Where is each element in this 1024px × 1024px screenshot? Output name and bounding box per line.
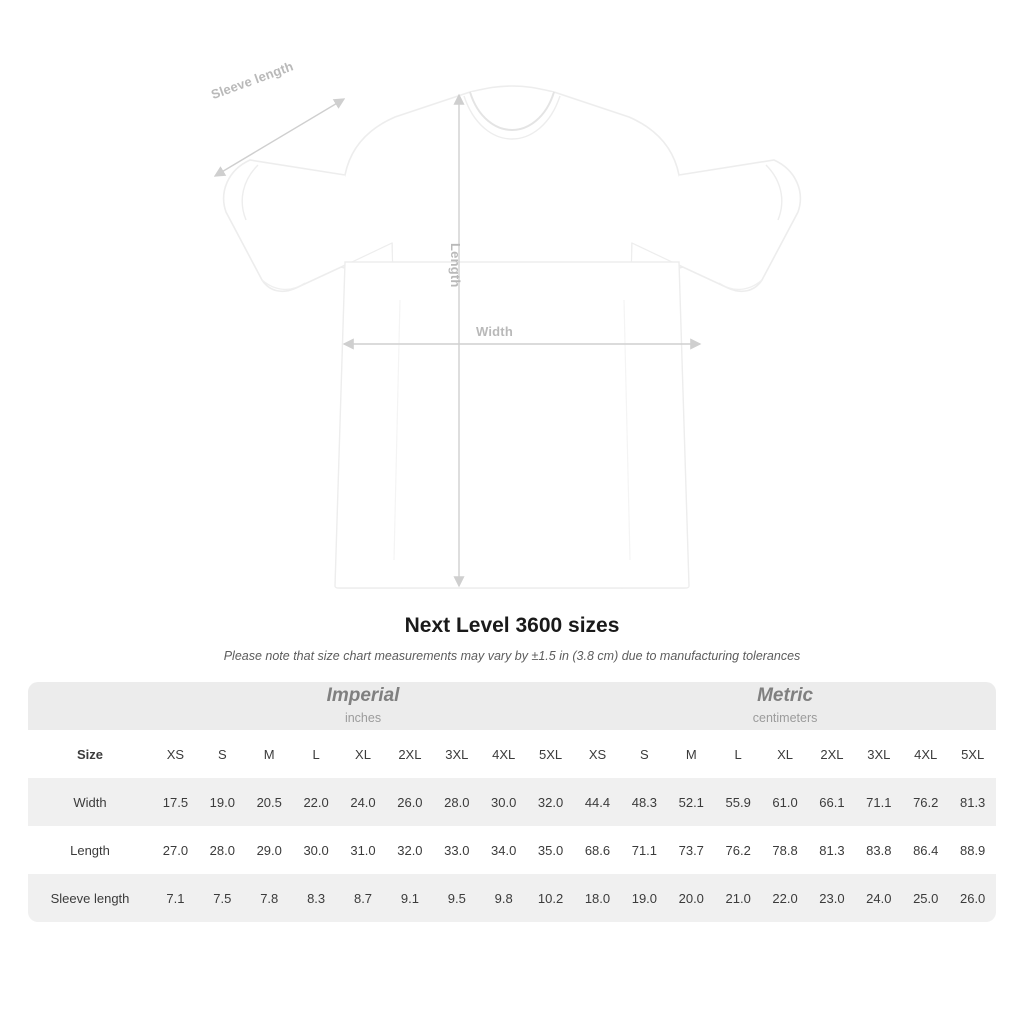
cell-imperial: 10.2 [527, 874, 574, 922]
cell-imperial: 17.5 [152, 778, 199, 826]
size-header-imperial-s: S [199, 730, 246, 778]
cell-metric: 20.0 [668, 874, 715, 922]
size-header-imperial-xl: XL [340, 730, 387, 778]
cell-metric: 68.6 [574, 826, 621, 874]
size-header-imperial-3xl: 3XL [433, 730, 480, 778]
cell-imperial: 7.5 [199, 874, 246, 922]
cell-metric: 18.0 [574, 874, 621, 922]
cell-metric: 76.2 [902, 778, 949, 826]
title-block [0, 614, 1024, 663]
cell-metric: 66.1 [809, 778, 856, 826]
sleeve-length-label: Sleeve length [209, 58, 296, 103]
cell-imperial: 35.0 [527, 826, 574, 874]
table-row [28, 874, 996, 922]
cell-metric: 22.0 [762, 874, 809, 922]
cell-metric: 44.4 [574, 778, 621, 826]
cell-metric: 19.0 [621, 874, 668, 922]
cell-imperial: 26.0 [386, 778, 433, 826]
unit-corner-cell [28, 682, 152, 730]
unit-metric-header [574, 682, 996, 730]
cell-imperial: 34.0 [480, 826, 527, 874]
tolerance-note: Please note that size chart measurements may vary by ±1.5 in (3.8 cm) due to manufacturing tolerances [223, 649, 801, 663]
size-header-metric-4xl: 4XL [902, 730, 949, 778]
size-header-imperial-m: M [246, 730, 293, 778]
size-header-imperial-l: L [293, 730, 340, 778]
cell-metric: 23.0 [809, 874, 856, 922]
cell-metric: 71.1 [621, 826, 668, 874]
size-header-metric-2xl: 2XL [809, 730, 856, 778]
cell-imperial: 28.0 [433, 778, 480, 826]
cell-metric: 52.1 [668, 778, 715, 826]
cell-metric: 78.8 [762, 826, 809, 874]
size-header-metric-3xl: 3XL [855, 730, 902, 778]
cell-imperial: 33.0 [433, 826, 480, 874]
cell-metric: 48.3 [621, 778, 668, 826]
size-header-metric-5xl: 5XL [949, 730, 996, 778]
cell-imperial: 9.8 [480, 874, 527, 922]
cell-metric: 61.0 [762, 778, 809, 826]
size-header-metric-s: S [621, 730, 668, 778]
cell-metric: 86.4 [902, 826, 949, 874]
cell-metric: 25.0 [902, 874, 949, 922]
cell-metric: 24.0 [855, 874, 902, 922]
size-header-metric-xs: XS [574, 730, 621, 778]
cell-imperial: 31.0 [340, 826, 387, 874]
unit-imperial-name: Imperial [326, 685, 400, 707]
size-header-row [28, 730, 996, 778]
unit-metric-sub: centimeters [752, 710, 818, 725]
size-header-imperial-4xl: 4XL [480, 730, 527, 778]
size-table-wrapper [0, 682, 1024, 922]
cell-imperial: 32.0 [527, 778, 574, 826]
size-header-metric-l: L [715, 730, 762, 778]
cell-imperial: 30.0 [293, 826, 340, 874]
row-label: Length [28, 826, 152, 874]
size-header-metric-xl: XL [762, 730, 809, 778]
size-header-imperial-xs: XS [152, 730, 199, 778]
cell-imperial: 30.0 [480, 778, 527, 826]
cell-imperial: 7.8 [246, 874, 293, 922]
table-row [28, 826, 996, 874]
row-label: Sleeve length [28, 874, 152, 922]
table-row [28, 778, 996, 826]
size-table-body [28, 730, 996, 922]
width-label: Width [476, 324, 513, 339]
cell-imperial: 8.7 [340, 874, 387, 922]
unit-metric-name: Metric [757, 685, 814, 707]
cell-metric: 76.2 [715, 826, 762, 874]
cell-metric: 26.0 [949, 874, 996, 922]
unit-header-row [28, 682, 996, 730]
length-label: Length [448, 243, 463, 288]
cell-imperial: 7.1 [152, 874, 199, 922]
cell-metric: 88.9 [949, 826, 996, 874]
cell-imperial: 8.3 [293, 874, 340, 922]
cell-metric: 81.3 [949, 778, 996, 826]
cell-metric: 83.8 [855, 826, 902, 874]
cell-metric: 73.7 [668, 826, 715, 874]
cell-imperial: 32.0 [386, 826, 433, 874]
size-header-cell: Size [28, 730, 152, 778]
cell-metric: 81.3 [809, 826, 856, 874]
cell-imperial: 27.0 [152, 826, 199, 874]
page-title: Next Level 3600 sizes [404, 614, 620, 637]
cell-imperial: 29.0 [246, 826, 293, 874]
unit-imperial-sub: inches [344, 710, 382, 725]
cell-imperial: 28.0 [199, 826, 246, 874]
cell-imperial: 22.0 [293, 778, 340, 826]
size-chart-table [28, 682, 996, 922]
size-header-metric-m: M [668, 730, 715, 778]
cell-metric: 71.1 [855, 778, 902, 826]
cell-imperial: 19.0 [199, 778, 246, 826]
row-label: Width [28, 778, 152, 826]
cell-metric: 21.0 [715, 874, 762, 922]
cell-metric: 55.9 [715, 778, 762, 826]
cell-imperial: 20.5 [246, 778, 293, 826]
unit-imperial-header [152, 682, 574, 730]
size-header-imperial-2xl: 2XL [386, 730, 433, 778]
cell-imperial: 9.5 [433, 874, 480, 922]
size-header-imperial-5xl: 5XL [527, 730, 574, 778]
cell-imperial: 9.1 [386, 874, 433, 922]
cell-imperial: 24.0 [340, 778, 387, 826]
